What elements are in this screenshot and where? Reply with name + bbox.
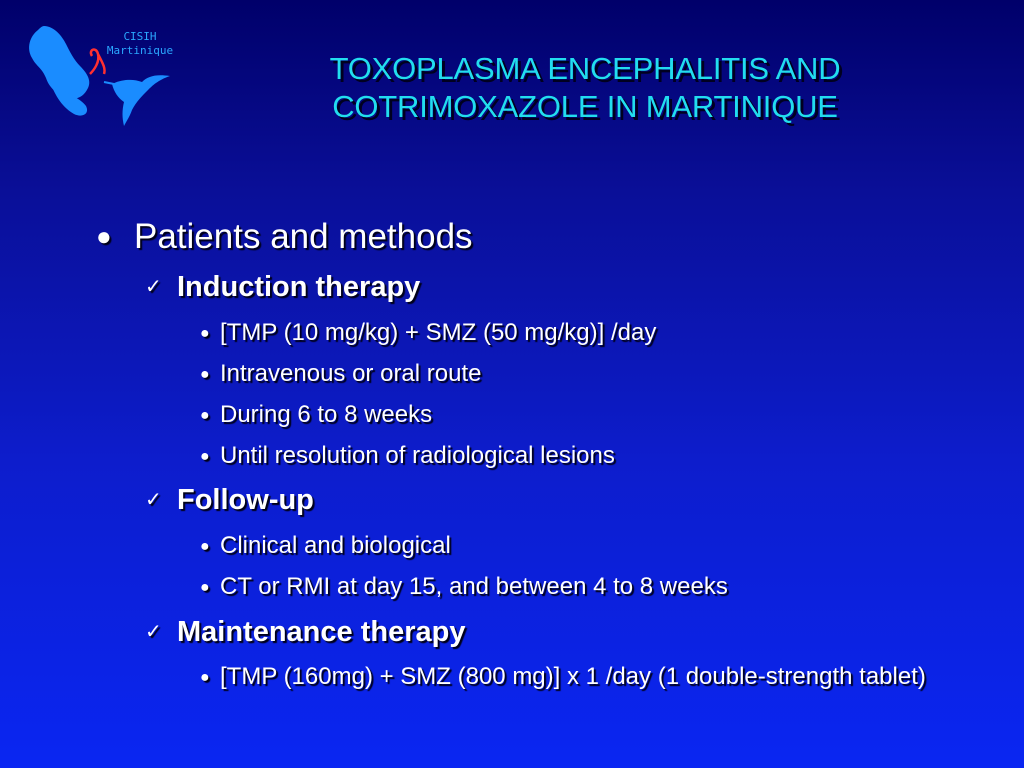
level1-item bbox=[96, 216, 473, 257]
list-item-text: During 6 to 8 weeks bbox=[220, 401, 433, 428]
list-item bbox=[200, 357, 481, 392]
list-item bbox=[200, 660, 990, 695]
list-item-text: Until resolution of radiological lesions bbox=[220, 442, 615, 469]
list-item bbox=[200, 316, 656, 351]
list-item-text: [TMP (10 mg/kg) + SMZ (50 mg/kg)] /day bbox=[220, 319, 657, 346]
list-item bbox=[200, 398, 432, 433]
logo-line-1: CISIH bbox=[123, 30, 157, 43]
section-label: Maintenance therapy bbox=[177, 616, 466, 648]
round-bullet-icon: ● bbox=[200, 448, 210, 465]
round-bullet-icon: ● bbox=[200, 366, 210, 383]
list-item bbox=[200, 529, 451, 564]
round-bullet-icon: ● bbox=[200, 538, 210, 555]
round-bullet-icon: ● bbox=[200, 407, 210, 424]
section-follow-up bbox=[145, 483, 314, 517]
list-item-text: [TMP (160mg) + SMZ (800 mg)] x 1 /day (1 double-strength tablet) bbox=[220, 663, 926, 690]
section-label: Follow-up bbox=[177, 484, 314, 516]
list-item-text: Intravenous or oral route bbox=[220, 360, 482, 387]
round-bullet-icon: ● bbox=[200, 325, 210, 342]
list-item bbox=[200, 439, 615, 474]
title-line-2: COTRIMOXAZOLE IN MARTINIQUE bbox=[332, 89, 838, 124]
list-item bbox=[200, 570, 728, 605]
list-item-text: Clinical and biological bbox=[220, 532, 451, 559]
round-bullet-icon: ● bbox=[96, 221, 112, 251]
logo-line-2: Martinique bbox=[106, 44, 174, 57]
title-line-1: TOXOPLASMA ENCEPHALITIS AND bbox=[329, 51, 841, 86]
list-item-text: CT or RMI at day 15, and between 4 to 8 weeks bbox=[220, 573, 728, 600]
checkmark-icon: ✓ bbox=[145, 621, 162, 643]
checkmark-icon: ✓ bbox=[145, 276, 162, 298]
round-bullet-icon: ● bbox=[200, 669, 210, 686]
heading-text: Patients and methods bbox=[134, 217, 473, 256]
section-induction bbox=[145, 270, 420, 304]
section-label: Induction therapy bbox=[177, 271, 421, 303]
round-bullet-icon: ● bbox=[200, 579, 210, 596]
checkmark-icon: ✓ bbox=[145, 489, 162, 511]
section-maintenance bbox=[145, 615, 465, 649]
